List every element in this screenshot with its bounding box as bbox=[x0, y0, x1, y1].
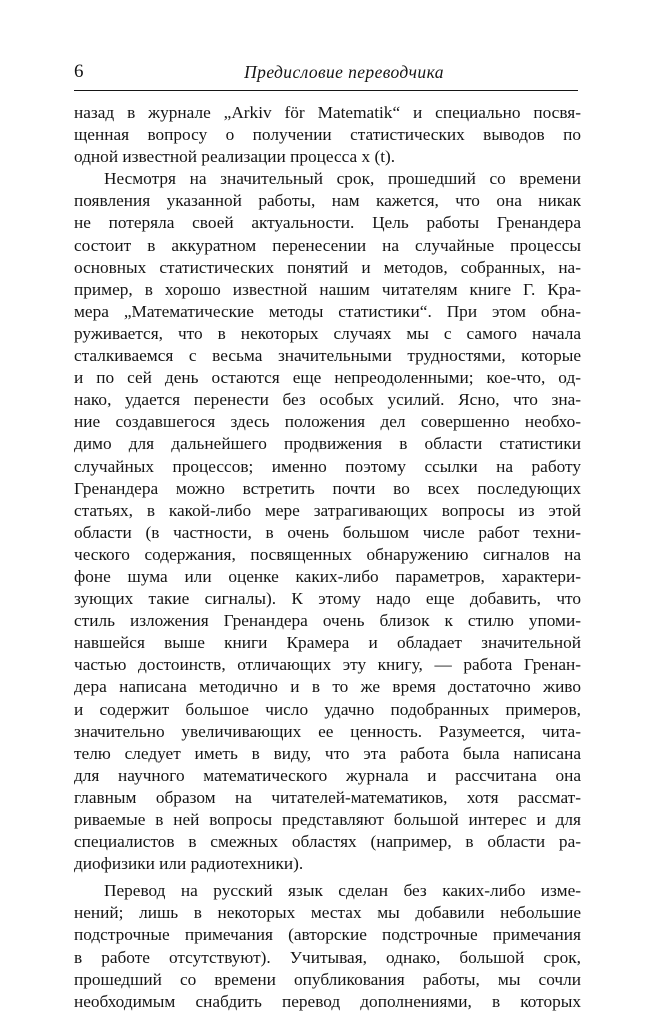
text-line: зующих такие сигналы). К этому надо еще добавить, что bbox=[74, 589, 581, 609]
text-line: мера „Математические методы статистики“. При этом обна- bbox=[74, 301, 581, 321]
text-line: случайных процессов; именно поэтому ссылки на работу bbox=[74, 456, 581, 476]
text-line: не потеряла своей актуальности. Цель работы Гренандера bbox=[74, 213, 581, 233]
text-line: состоит в аккуратном перенесении на случайные процессы bbox=[74, 235, 581, 255]
header-rule bbox=[74, 90, 578, 91]
text-line: дера написана методично и в то же время достаточно живо bbox=[74, 677, 581, 697]
text-line: области (в частности, в очень большом числе работ техни- bbox=[74, 522, 581, 542]
text-line: телю следует иметь в виду, что эта работа была написана bbox=[74, 743, 581, 763]
text-line: щенная вопросу о получении статистических выводов по bbox=[74, 125, 581, 145]
text-line: фоне шума или оценке каких-либо параметров, характери- bbox=[74, 566, 581, 586]
text-line: подстрочные примечания (авторские подстрочные примечания bbox=[74, 925, 581, 945]
text-line: Несмотря на значительный срок, прошедший со времени bbox=[104, 169, 581, 189]
text-line: нако, удается перенести без особых усилий. Ясно, что зна- bbox=[74, 390, 581, 410]
text-line: значительно увеличивающих ее ценность. Разумеется, чита- bbox=[74, 721, 581, 741]
text-line: назад в журнале „Arkiv för Matematik“ и специально посвя- bbox=[74, 103, 581, 122]
text-line: риваемые в ней вопросы представляют большой интерес и для bbox=[74, 810, 581, 829]
text-line: необходимым снабдить перевод дополнениями, в которых bbox=[74, 991, 581, 1011]
running-title: Предисловие переводчика bbox=[244, 62, 444, 82]
paragraph bbox=[74, 880, 581, 1013]
text-line: главным образом на читателей-математиков, хотя рассмат- bbox=[74, 787, 581, 807]
text-line: для научного математического журнала и рассчитана она bbox=[74, 765, 581, 785]
text-line: прошедший со времени опубликования работы, мы сочли bbox=[74, 969, 581, 989]
text-line: руживается, что в некоторых случаях мы с самого начала bbox=[74, 323, 581, 343]
text-line: ние создавшегося здесь положения дел совершенно необхо- bbox=[74, 412, 581, 432]
text-line: появления указанной работы, нам кажется, что она никак bbox=[74, 191, 581, 211]
page-number: 6 bbox=[74, 61, 84, 82]
text-line: и содержит большое число удачно подобранных примеров, bbox=[74, 699, 581, 719]
text-line: статьях, в какой-либо мере затрагивающих вопросы из этой bbox=[74, 500, 581, 520]
paragraph bbox=[74, 102, 581, 168]
text-line: нений; лишь в некоторых местах мы добавили небольшие bbox=[74, 903, 581, 923]
text-line: в работе отсутствуют). Учитывая, однако, большой срок, bbox=[74, 947, 581, 967]
text-line: основных статистических понятий и методов, собранных, на- bbox=[74, 257, 581, 277]
text-line: частью достоинств, отличающих эту книгу, — работа Гренан- bbox=[74, 655, 581, 675]
text-line: и по сей день остаются еще непреодоленными; кое-что, од- bbox=[74, 368, 581, 388]
text-line: Перевод на русский язык сделан без каких-либо изме- bbox=[104, 881, 581, 901]
text-line: одной известной реализации процесса x (t). bbox=[74, 147, 396, 167]
text-line: специалистов в смежных областях (например, в области ра- bbox=[74, 832, 581, 852]
page-header bbox=[74, 60, 579, 86]
text-line: ческого содержания, посвященных обнаружению сигналов на bbox=[74, 544, 581, 564]
body-text bbox=[74, 102, 581, 1013]
text-line: Гренандера можно встретить почти во всех последующих bbox=[74, 478, 581, 498]
text-line: диофизики или радиотехники). bbox=[74, 854, 304, 874]
text-line: навшейся выше книги Крамера и обладает значительной bbox=[74, 633, 581, 653]
text-line: димо для дальнейшего продвижения в области статистики bbox=[74, 434, 581, 454]
text-line: пример, в хорошо известной нашим читателям книге Г. Кра- bbox=[74, 279, 581, 299]
text-line: сталкиваемся с весьма значительными трудностями, которые bbox=[74, 346, 581, 366]
paragraph bbox=[74, 168, 581, 875]
text-line: стиль изложения Гренандера очень близок к стилю упоми- bbox=[74, 611, 581, 631]
